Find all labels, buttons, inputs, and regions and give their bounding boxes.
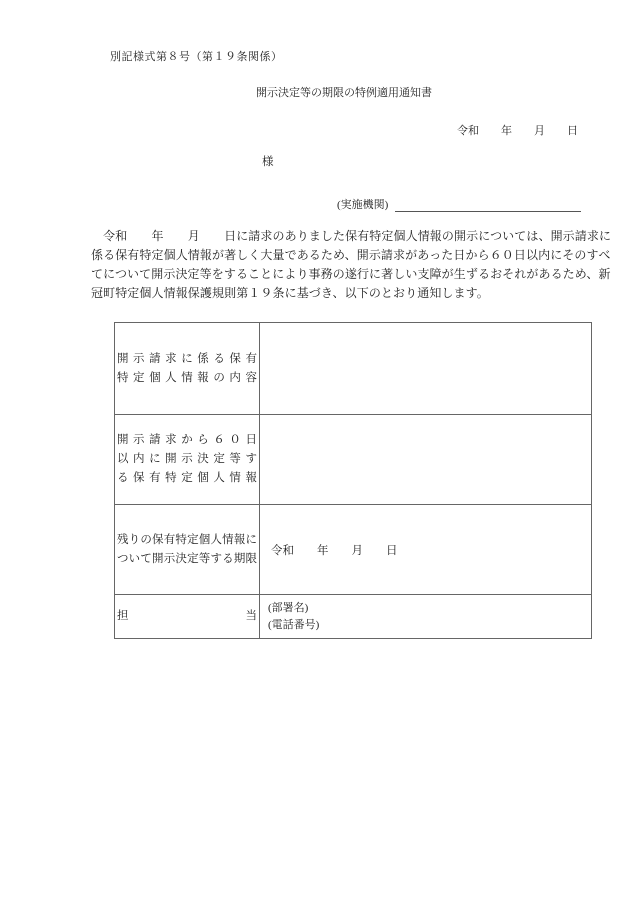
- row-value-disclosure-content: [260, 323, 591, 414]
- table-row-disclosure-content: [115, 323, 591, 414]
- body-line: 係る保有特定個人情報が著しく大量であるため、開示請求があった日から６０日以内にそのすべ: [91, 248, 611, 262]
- row-label-remaining-deadline: [115, 505, 260, 594]
- contact-phone-label: (電話番号): [268, 618, 320, 631]
- row-label-line: 開示請求から６０日: [117, 434, 257, 446]
- row-label-line: ついて開示決定等する期限: [117, 552, 257, 565]
- issue-date-line: 令和 年 月 日: [457, 125, 578, 137]
- row-label-disclosure-content: [115, 323, 260, 414]
- row-value-contact: [260, 595, 591, 638]
- deadline-date-line: 令和 年 月 日: [271, 544, 398, 557]
- row-label-line: 特定個人情報の内容: [117, 371, 257, 384]
- table-row-within-60-days: [115, 414, 591, 504]
- row-value-deadline-date: [260, 505, 591, 594]
- form-number: 別記様式第８号（第１９条関係）: [110, 51, 283, 63]
- recipient-honorific: 様: [262, 156, 274, 168]
- row-label-line: 開示請求に係る保有: [117, 352, 257, 365]
- contact-department-label: (部署名): [268, 601, 309, 614]
- table-row-remaining-deadline: [115, 504, 591, 594]
- body-paragraph: [91, 227, 611, 303]
- row-value-within-60-days: [260, 415, 591, 504]
- row-label-contact: [115, 595, 260, 638]
- body-line: 冠町特定個人情報保護規則第１９条に基づき、以下のとおり通知します。: [91, 286, 489, 300]
- row-label-line: る保有特定個人情報: [117, 472, 257, 484]
- row-label-within-60-days: [115, 415, 260, 504]
- issuing-agency-label: (実施機関): [337, 199, 389, 211]
- issuing-agency-blank-line: [395, 199, 581, 212]
- row-label-line: 以内に開示決定等す: [117, 453, 257, 465]
- document-title: 開示決定等の期限の特例適用通知書: [256, 87, 432, 99]
- notice-table: [114, 322, 592, 639]
- body-line: 令和 年 月 日に請求のありました保有特定個人情報の開示については、開示請求に: [91, 229, 612, 243]
- row-label-line: 担当: [117, 610, 257, 622]
- row-label-line: 残りの保有特定個人情報に: [117, 533, 257, 546]
- issuing-agency-line: [337, 196, 581, 212]
- body-line: てについて開示決定等をすることにより事務の遂行に著しい支障が生ずるおそれがあるため、新: [91, 267, 611, 281]
- table-row-contact: [115, 594, 591, 638]
